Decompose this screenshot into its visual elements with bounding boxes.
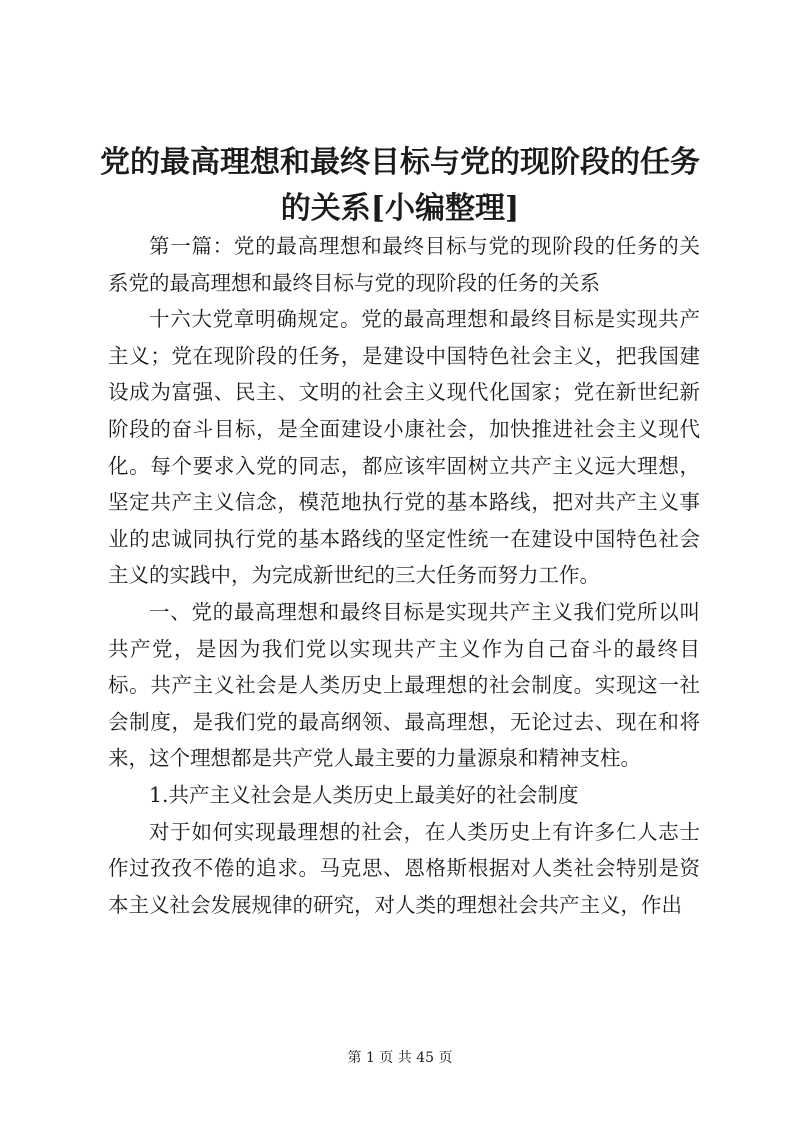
page-number-footer: 第 1 页 共 45 页 <box>347 1050 453 1066</box>
document-title: 党的最高理想和最终目标与党的现阶段的任务的关系[小编整理] <box>100 145 700 226</box>
paragraph-ideal-society: 对于如何实现最理想的社会，在人类历史上有许多仁人志士作过孜孜不倦的追求。马克思、恩格斯根据对人类社会特别是资本主义社会发展规律的研究，对人类的理想社会共产主义，作出 <box>108 819 700 917</box>
paragraph-subheading-1: 1.共产主义社会是人类历史上最美好的社会制度 <box>149 782 579 807</box>
paragraph-party-constitution: 十六大党章明确规定。党的最高理想和最终目标是实现共产主义；党在现阶段的任务，是建设中国特色社会主义，把我国建设成为富强、民主、文明的社会主义现代化国家；党在新世纪新阶段的奋斗目标，是全面建设小康社会，加快推进社会主义现代化。每个要求入党的同志，都应该牢固树立共产主义远大理想，坚定共产主义信念，模范地执行党的基本路线，把对共产主义事业的忠诚同执行党的基本路线的坚定性统一在建设中国特色社会主义的实践中，为完成新世纪的三大任务而努力工作。 <box>108 307 700 588</box>
paragraph-communism-goal: 一、党的最高理想和最终目标是实现共产主义我们党所以叫共产党，是因为我们党以实现共产主义作为自己奋斗的最终目标。共产主义社会是人类历史上最理想的社会制度。实现这一社会制度，是我们党的最高纲领、最高理想，无论过去、现在和将来，这个理想都是共产党人最主要的力量源泉和精神支柱。 <box>108 599 700 771</box>
paragraph-section-heading: 第一篇：党的最高理想和最终目标与党的现阶段的任务的关系党的最高理想和最终目标与党的现阶段的任务的关系 <box>108 234 700 295</box>
document-body <box>108 228 700 923</box>
